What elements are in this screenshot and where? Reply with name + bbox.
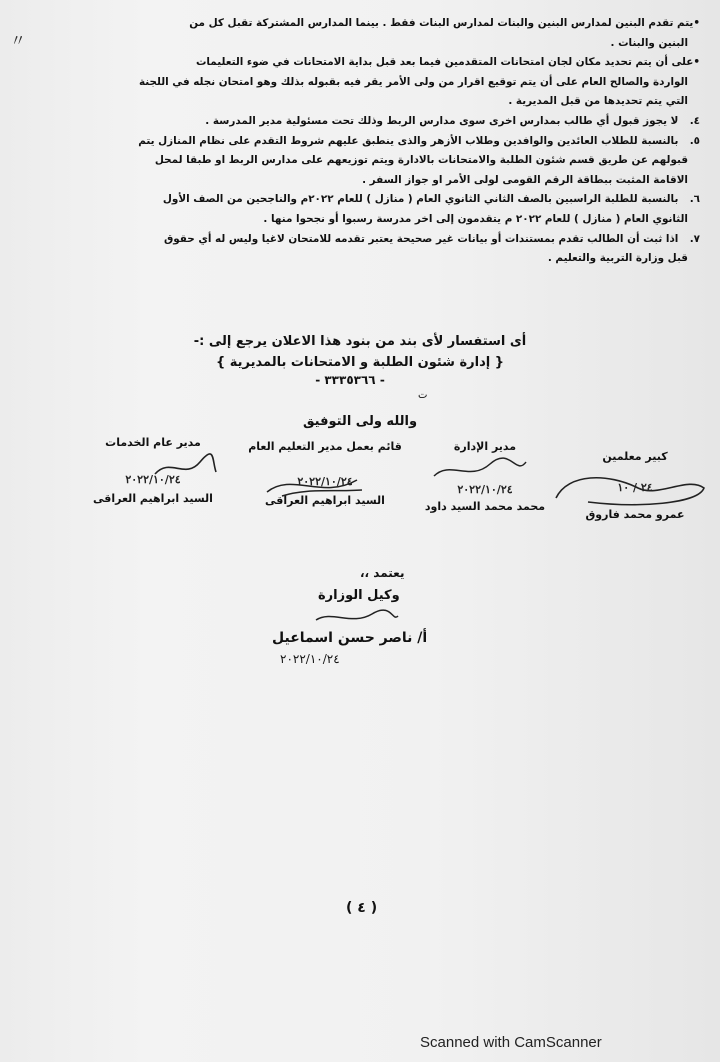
- handwritten-signature-icon: [312, 608, 402, 628]
- phone-number: - ٣٣٣٥٣٦٦ -: [315, 373, 385, 387]
- text-line: الاقامة المثبت ببطاقة الرقم القومى لولى الأمر او جواز السفر .: [362, 173, 688, 186]
- inquiry-heading: أى استفسار لأى بند من بنود هذا الاعلان يرجع إلى :-: [193, 334, 527, 349]
- paragraph-bullet-1: [62, 14, 700, 53]
- signature-date: ٢٠٢٢/١٠/٢٤: [457, 483, 513, 496]
- item-number: ٥.: [689, 134, 700, 147]
- scanner-watermark: Scanned with CamScanner: [420, 1034, 602, 1051]
- paragraph-item-4: [62, 112, 700, 132]
- text-line: • على أن يتم تحديد مكان لجان امتحانات المتقدمين فيما بعد قبل بداية الامتحانات في ضوء التعليمات: [62, 53, 700, 73]
- signatory-name: السيد ابراهيم العراقى: [93, 492, 213, 505]
- handwritten-signature-icon: [430, 456, 530, 486]
- signatory-title: مدير عام الخدمات: [105, 436, 201, 449]
- phone-label: ت: [418, 390, 428, 401]
- handwritten-signature-icon: [548, 468, 710, 512]
- text-line: اذا ثبت أن الطالب تقدم بمستندات أو بيانات غير صحيحة يعتبر تقدمه للامتحان لاغيا وليس له أي حقوق: [163, 232, 679, 245]
- paragraph-item-6: [62, 190, 700, 229]
- page-number: ( ٤ ): [346, 900, 378, 916]
- handwritten-signature-icon: [150, 452, 220, 482]
- paragraph-item-5: [62, 132, 700, 191]
- closing-line: والله ولى التوفيق: [302, 414, 418, 429]
- text-line: بالنسبة للطلاب العائدين والوافدين وطلاب الأزهر والذى ينطبق عليهم شروط التقدم على نظام المنازل يتم: [138, 134, 679, 147]
- signatory-name: السيد ابراهيم العراقى: [265, 494, 385, 507]
- text-line: الثانوي العام ( منازل ) للعام ٢٠٢٢ م يتقدمون إلى اخر مدرسة رسبوا أو نجحوا منها .: [263, 212, 688, 225]
- text-line: قبل وزارة التربية والتعليم .: [547, 252, 688, 265]
- item-number: ٧.: [689, 232, 700, 245]
- inquiry-department: { إدارة شئون الطلبة و الامتحانات بالمديرية }: [215, 355, 505, 370]
- document-body: [62, 14, 700, 269]
- signatory-name: عمرو محمد فاروق: [585, 508, 685, 521]
- text-line: قبولهم عن طريق قسم شئون الطلبة والامتحانات بالادارة ويتم توزيعهم على مدارس الربط او طبقا لمحل: [154, 154, 688, 167]
- deputy-minister-name: أ/ ناصر حسن اسماعيل: [272, 630, 428, 646]
- text-line: بالنسبة للطلبة الراسبين بالصف الثاني الثانوي العام ( منازل ) للعام ٢٠٢٢م والناجحين من الصف الأول: [162, 193, 679, 206]
- signature-date: ٢٠٢٢/١٠/٢٤: [125, 473, 181, 486]
- text-line: • يتم تقدم البنين لمدارس البنين والبنات لمدارس البنات فقط . بينما المدارس المشتركة تقبل كل من: [62, 14, 700, 34]
- text-line: لا يجوز قبول أي طالب بمدارس اخرى سوى مدارس الربط وذلك تحت مسئولية مدير المدرسة .: [205, 114, 679, 127]
- approval-label: يعتمد ،،: [360, 566, 405, 580]
- text-line: التي يتم تحديدها من قبل المديرية .: [508, 95, 688, 108]
- deputy-minister-title: وكيل الوزارة: [318, 588, 400, 603]
- text-line: الواردة والصالح العام على أن يتم توقيع اقرار من ولى الأمر يقر فيه بقبوله بذلك وهو امتحان نجله في اللجنة: [138, 75, 688, 88]
- item-number: ٦.: [689, 193, 700, 206]
- signature-date: ٢٤ / ١٠: [617, 481, 653, 494]
- signatory-title: كبير معلمين: [602, 450, 668, 463]
- item-number: ٤.: [689, 114, 700, 127]
- paragraph-item-7: [62, 230, 700, 269]
- signatory-title: قائم بعمل مدير التعليم العام: [248, 440, 402, 453]
- handwritten-signature-icon: [262, 462, 372, 502]
- text-line: البنين والبنات .: [610, 36, 688, 49]
- signature-date: ٢٠٢٢/١٠/٢٤: [297, 475, 353, 488]
- signatory-title: مدير الإدارة: [453, 440, 517, 453]
- paragraph-bullet-2: [62, 53, 700, 112]
- deputy-signature-date: ٢٠٢٢/١٠/٢٤: [280, 652, 340, 666]
- pen-mark-icon: 〃: [10, 31, 27, 50]
- signatory-name: محمد محمد السيد داود: [424, 500, 546, 513]
